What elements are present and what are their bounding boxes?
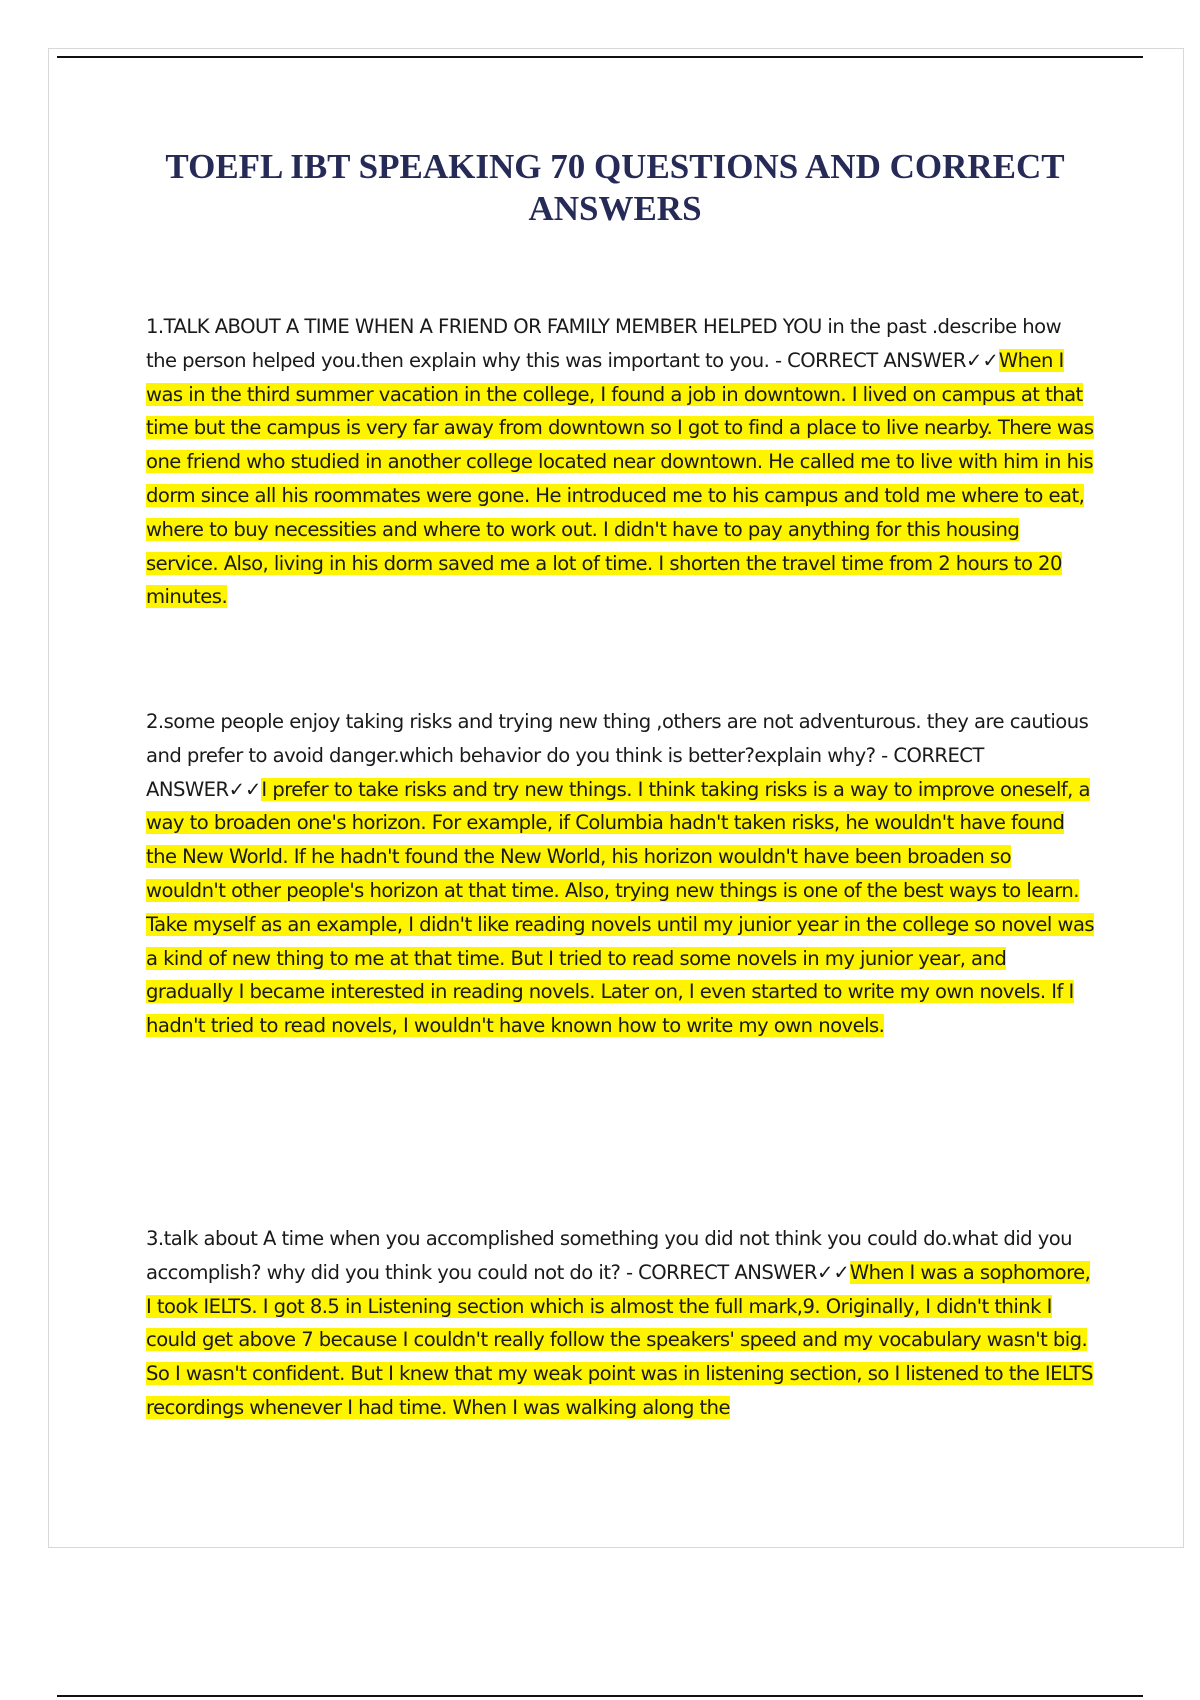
document-title: TOEFL IBT SPEAKING 70 QUESTIONS AND CORRECT ANSWERS [165, 147, 1065, 228]
top-rule [57, 56, 1143, 58]
qa-item-1 [146, 310, 1096, 614]
answer-1-check-marks: ✓✓ [965, 348, 999, 372]
answer-3-text: When I was a sophomore, I took IELTS. I got 8.5 in Listening section which is almost the full mark,9. Originally, I didn't think I could get above 7 because I couldn't really follow the speakers' speed and my vocabulary wasn't big. So I wasn't confident. But I knew that my weak point was in listening section, so I listened to the IELTS recordings whenever I had time. When I was walking along the [146, 1260, 1093, 1419]
question-1-text: 1.TALK ABOUT A TIME WHEN A FRIEND OR FAMILY MEMBER HELPED YOU in the past .describe how the person helped you.then explain why this was important to you. - CORRECT ANSWER [146, 315, 1062, 372]
question-3-text: 3.talk about A time when you accomplished something you did not think you could do.what did you accomplish? why did you think you could not do it? - CORRECT ANSWER [146, 1227, 1073, 1284]
qa-item-2 [146, 705, 1096, 1043]
answer-2-check-marks: ✓✓ [228, 777, 262, 801]
answer-1-text: When I was in the third summer vacation in the college, I found a job in downtown. I lived on campus at that time but the campus is very far away from downtown so I got to find a place to live nearby. There was one friend who studied in another college located near downtown. He called me to live with him in his dorm since all his roommates were gone. He introduced me to his campus and told me where to eat, where to buy necessities and where to work out. I didn't have to pay anything for this housing service. Also, living in his dorm saved me a lot of time. I shorten the travel time from 2 hours to 20 minutes. [146, 348, 1094, 609]
qa-item-3 [146, 1222, 1096, 1425]
bottom-rule [57, 1695, 1143, 1697]
answer-2-text: I prefer to take risks and try new things. I think taking risks is a way to improve oneself, a way to broaden one's horizon. For example, if Columbia hadn't taken risks, he wouldn't have found the New World. If he hadn't found the New World, his horizon wouldn't have been broaden so wouldn't other people's horizon at that time. Also, trying new things is one of the best ways to learn. Take myself as an example, I didn't like reading novels until my junior year in the college so novel was a kind of new thing to me at that time. But I tried to read some novels in my junior year, and gradually I became interested in reading novels. Later on, I even started to write my own novels. If I hadn't tried to read novels, I wouldn't have known how to write my own novels. [146, 777, 1095, 1038]
answer-3-check-marks: ✓✓ [816, 1260, 850, 1284]
question-2-text: 2.some people enjoy taking risks and trying new thing ,others are not adventurous. they are cautious and prefer to avoid danger.which behavior do you think is better?explain why? - CORRECT ANSWER [146, 710, 1089, 801]
